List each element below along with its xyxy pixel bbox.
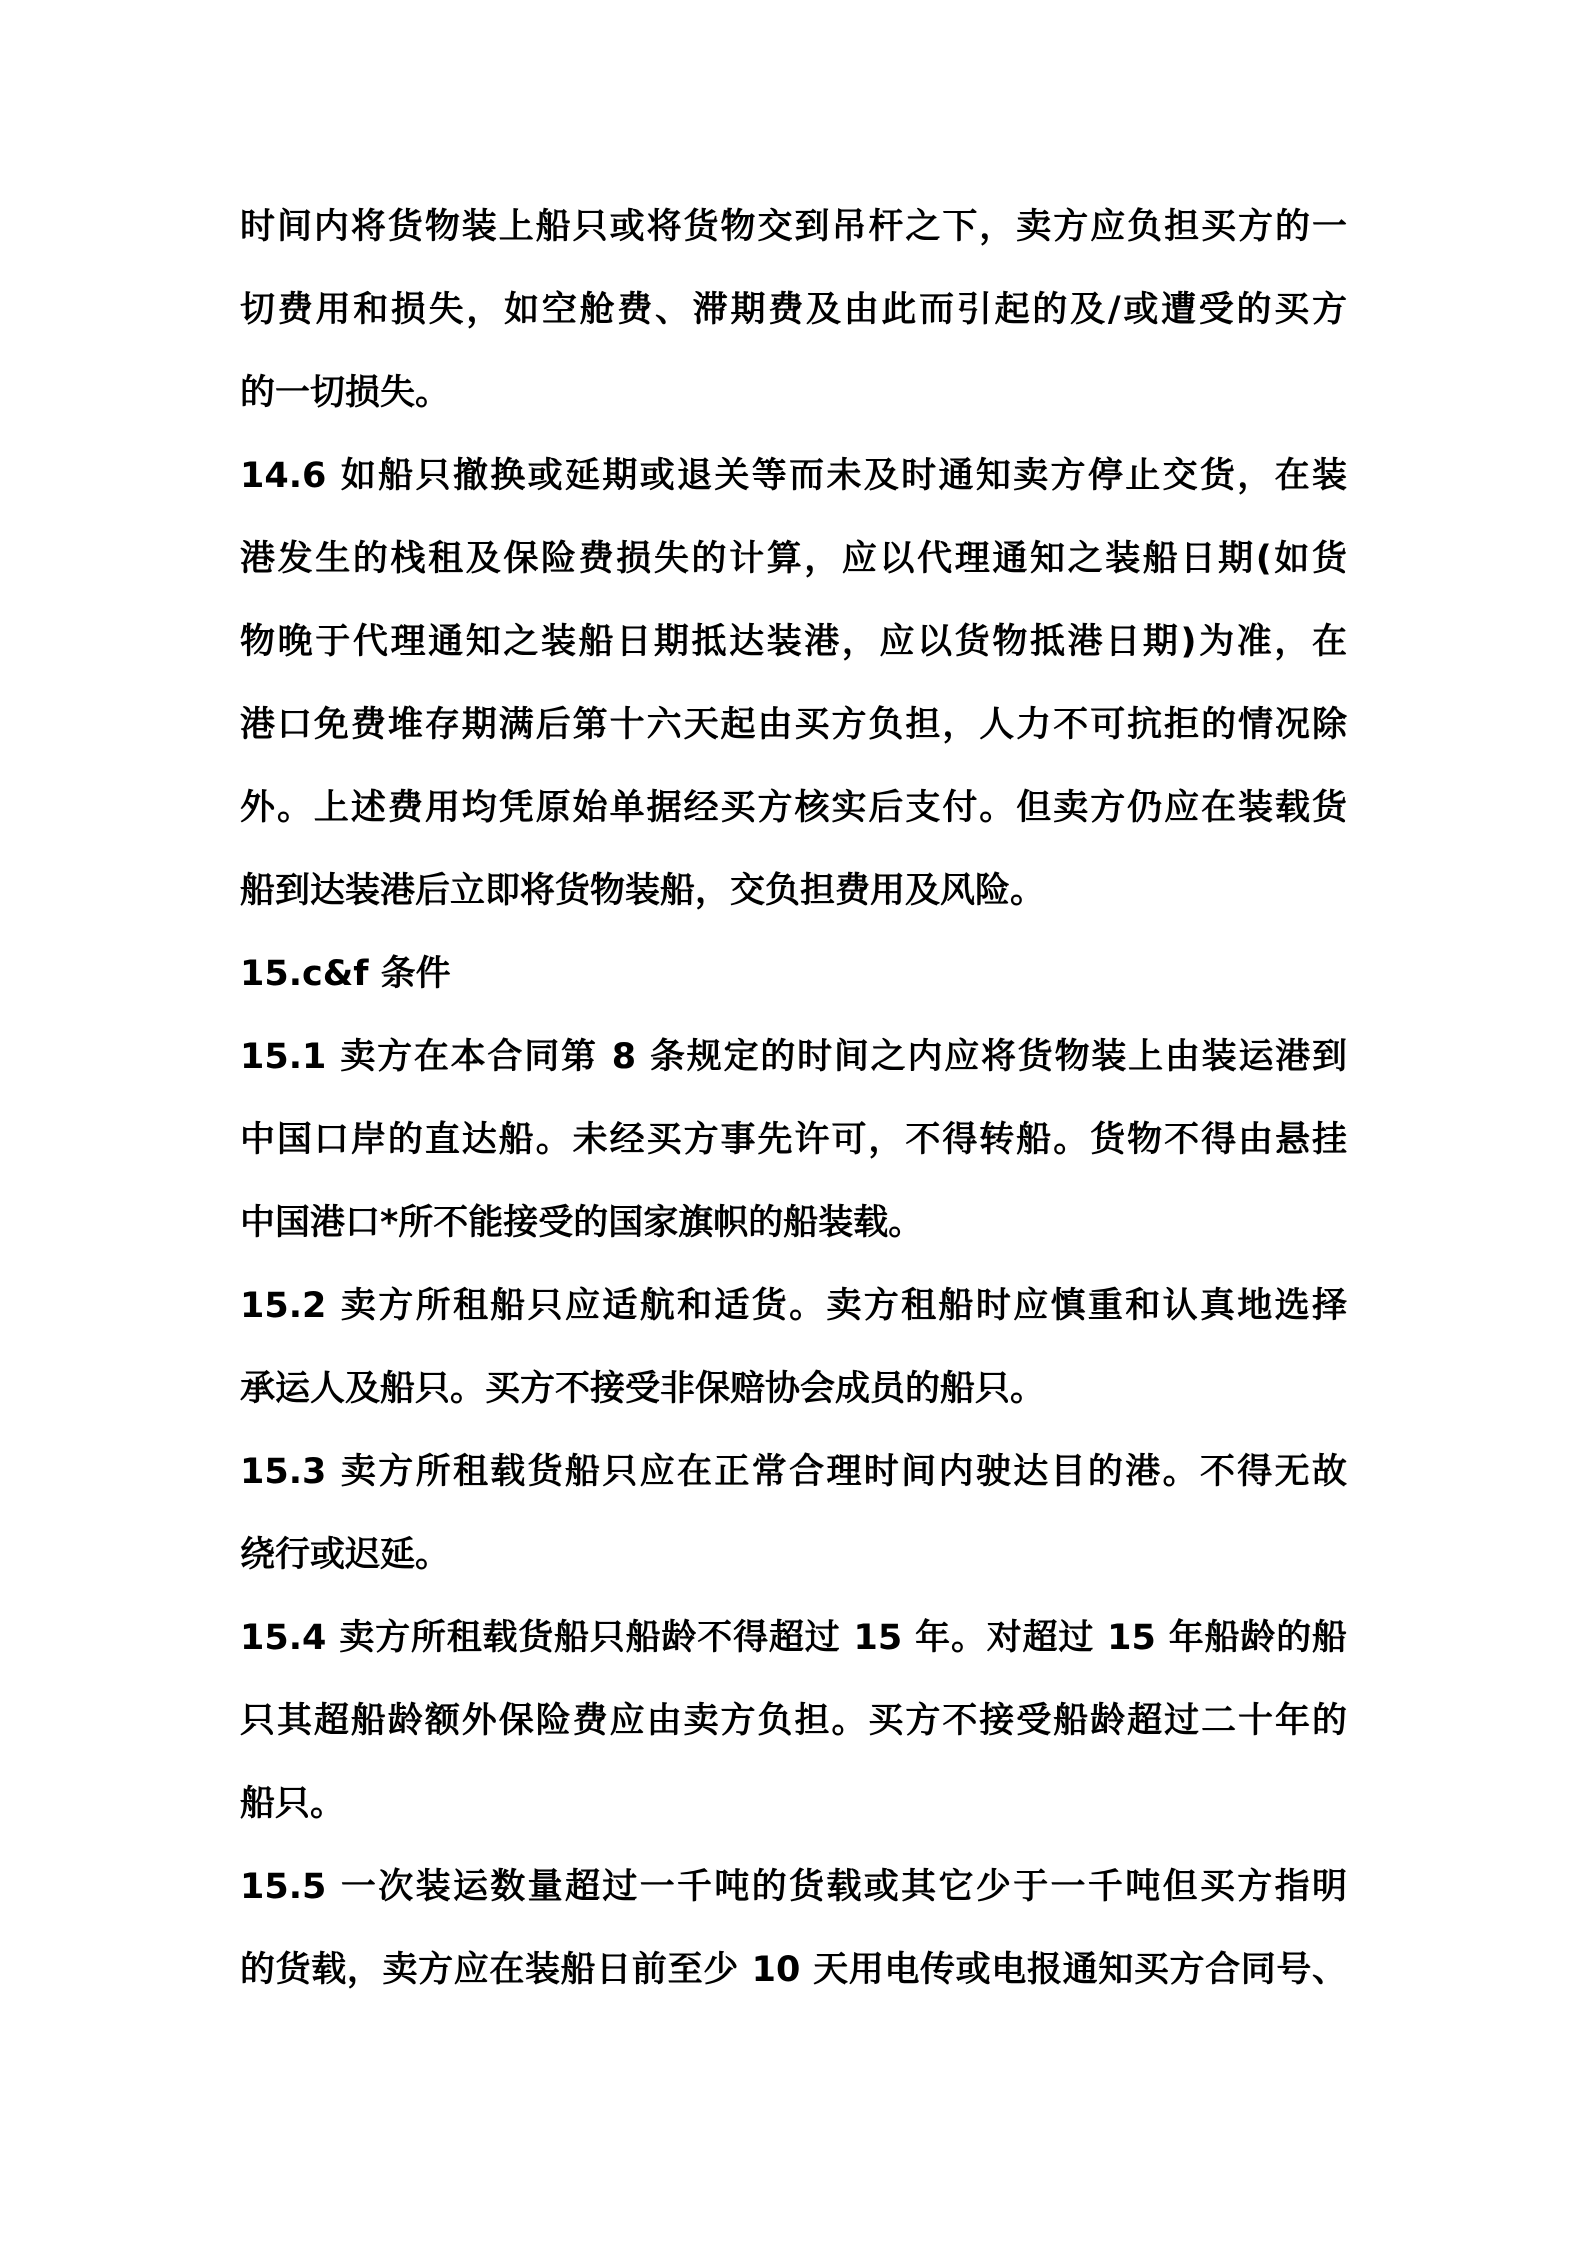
text-line: 15.1 卖方在本合同第 8 条规定的时间之内应将货物装上由装运港到 [240, 1037, 1347, 1077]
text-line: 中国口岸的直达船。未经买方事先许可，不得转船。货物不得由悬挂 [240, 1120, 1347, 1160]
text-line: 绕行或迟延。 [240, 1535, 451, 1575]
text-line: 14.6 如船只撤换或延期或退关等而未及时通知卖方停止交货，在装 [240, 456, 1347, 496]
text-line: 的货载，卖方应在装船日前至少 10 天用电传或电报通知买方合同号、 [240, 1950, 1347, 1990]
text-line: 时间内将货物装上船只或将货物交到吊杆之下，卖方应负担买方的一 [240, 207, 1347, 247]
text-line: 船只。 [240, 1784, 346, 1824]
document-body [240, 186, 1347, 2012]
text-line: 切费用和损失，如空舱费、滞期费及由此而引起的及/或遭受的买方 [240, 290, 1347, 330]
text-line: 15.2 卖方所租船只应适航和适货。卖方租船时应慎重和认真地选择 [240, 1286, 1347, 1326]
text-line: 15.5 一次装运数量超过一千吨的货载或其它少于一千吨但买方指明 [240, 1867, 1347, 1907]
text-line: 港口免费堆存期满后第十六天起由买方负担，人力不可抗拒的情况除 [240, 705, 1347, 745]
text-line: 船到达装港后立即将货物装船，交负担费用及风险。 [240, 871, 1046, 911]
text-line: 物晚于代理通知之装船日期抵达装港，应以货物抵港日期)为准，在 [240, 622, 1347, 662]
text-line: 15.3 卖方所租载货船只应在正常合理时间内驶达目的港。不得无故 [240, 1452, 1347, 1492]
text-line: 外。上述费用均凭原始单据经买方核实后支付。但卖方仍应在装载货 [240, 788, 1347, 828]
text-line: 15.4 卖方所租载货船只船龄不得超过 15 年。对超过 15 年船龄的船 [240, 1618, 1347, 1658]
text-line: 只其超船龄额外保险费应由卖方负担。买方不接受船龄超过二十年的 [240, 1701, 1347, 1741]
text-line: 的一切损失。 [240, 373, 451, 413]
text-line: 港发生的栈租及保险费损失的计算，应以代理通知之装船日期(如货 [240, 539, 1347, 579]
text-line: 15.c&f 条件 [240, 954, 451, 994]
text-line: 中国港口*所不能接受的国家旗帜的船装载。 [240, 1203, 924, 1243]
text-line: 承运人及船只。买方不接受非保赔协会成员的船只。 [240, 1369, 1046, 1409]
